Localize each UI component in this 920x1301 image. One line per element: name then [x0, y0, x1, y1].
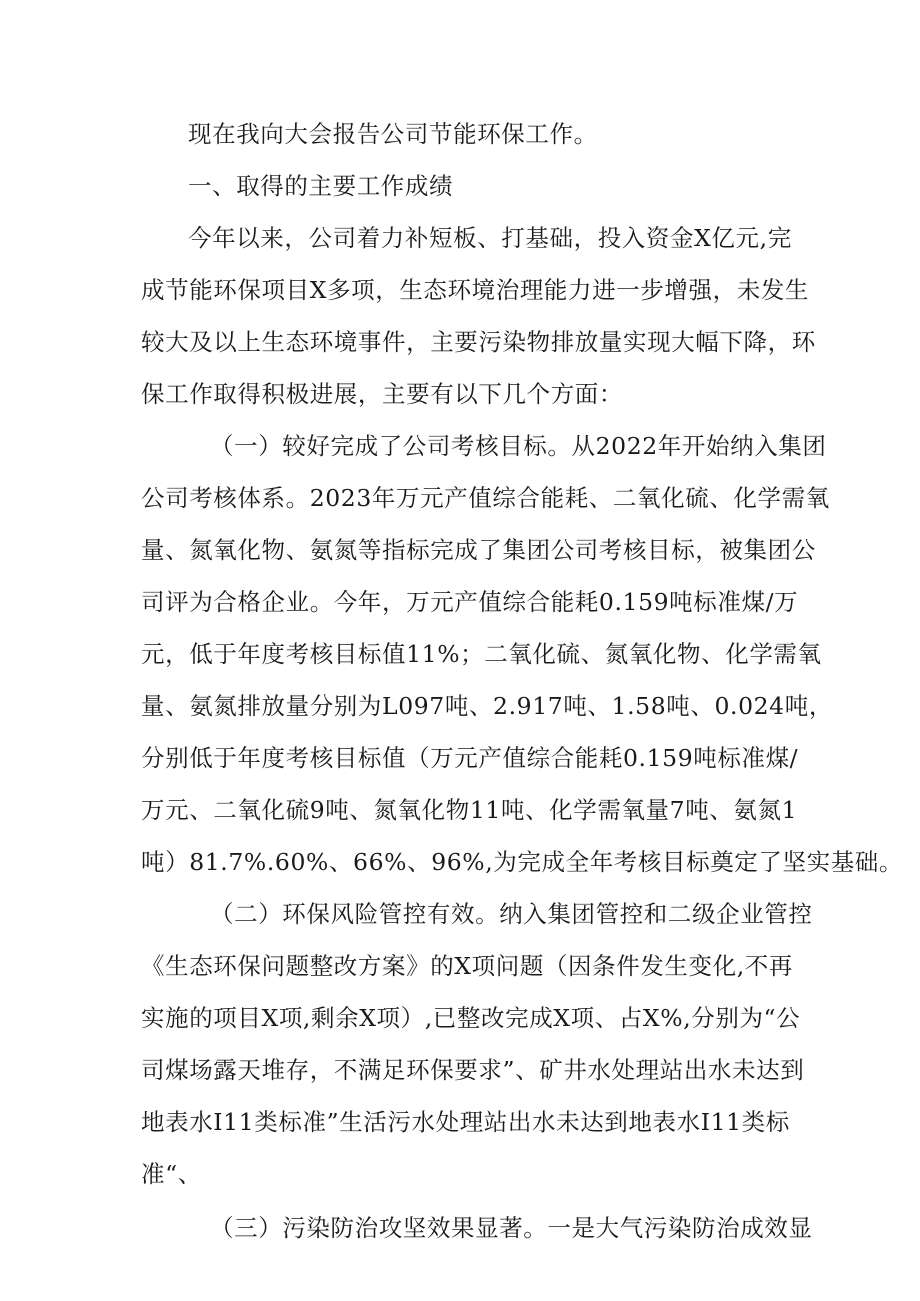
paragraph-line: 元，低于年度考核目标值11%；二氧化硫、氮氧化物、化学需氧	[141, 640, 822, 668]
paragraph-line: 司煤场露天堆存，不满足环保要求”、矿井水处理站出水未达到	[141, 1056, 805, 1084]
paragraph-line: 司评为合格企业。今年，万元产值综合能耗0.159吨标准煤/万	[141, 588, 799, 616]
paragraph-line: 吨）81.7%.60%、66%、96%,为完成全年考核目标奠定了坚实基础。	[141, 848, 903, 876]
paragraph-line: 公司考核体系。2023年万元产值综合能耗、二氧化硫、化学需氧	[141, 484, 830, 512]
subsection-line: （三）污染防治攻坚效果显著。一是大气污染防治成效显	[210, 1214, 813, 1242]
paragraph-line: 保工作取得积极进展，主要有以下几个方面：	[141, 380, 623, 408]
paragraph-line: 量、氮氧化物、氨氮等指标完成了集团公司考核目标，被集团公	[141, 536, 816, 564]
paragraph-line: 准“、	[141, 1160, 202, 1188]
paragraph-line: 较大及以上生态环境事件，主要污染物排放量实现大幅下降，环	[141, 328, 816, 356]
paragraph-line: 地表水I11类标准”生活污水处理站出水未达到地表水I11类标	[141, 1108, 790, 1136]
paragraph-line: 实施的项目X项,剩余X项）,已整改完成X项、占X%,分别为“公	[141, 1004, 801, 1032]
paragraph-line: 成节能环保项目X多项，生态环境治理能力进一步增强，未发生	[141, 276, 810, 304]
paragraph-line: 《生态环保问题整改方案》的X项问题（因条件发生变化,不再	[141, 952, 793, 980]
intro-line: 现在我向大会报告公司节能环保工作。	[188, 120, 598, 148]
paragraph-line: 今年以来，公司着力补短板、打基础，投入资金X亿元,完	[188, 224, 792, 252]
subsection-line: （二）环保风险管控有效。纳入集团管控和二级企业管控	[210, 900, 813, 928]
paragraph-line: 万元、二氧化硫9吨、氮氧化物11吨、化学需氧量7吨、氨氮1	[141, 796, 798, 824]
subsection-line: （一）较好完成了公司考核目标。从2022年开始纳入集团	[210, 432, 827, 460]
section-heading: 一、取得的主要工作成绩	[188, 172, 454, 200]
paragraph-line: 分别低于年度考核目标值（万元产值综合能耗0.159吨标准煤/	[141, 744, 799, 772]
paragraph-line: 量、氨氮排放量分别为L097吨、2.917吨、1.58吨、0.024吨，	[141, 692, 833, 720]
